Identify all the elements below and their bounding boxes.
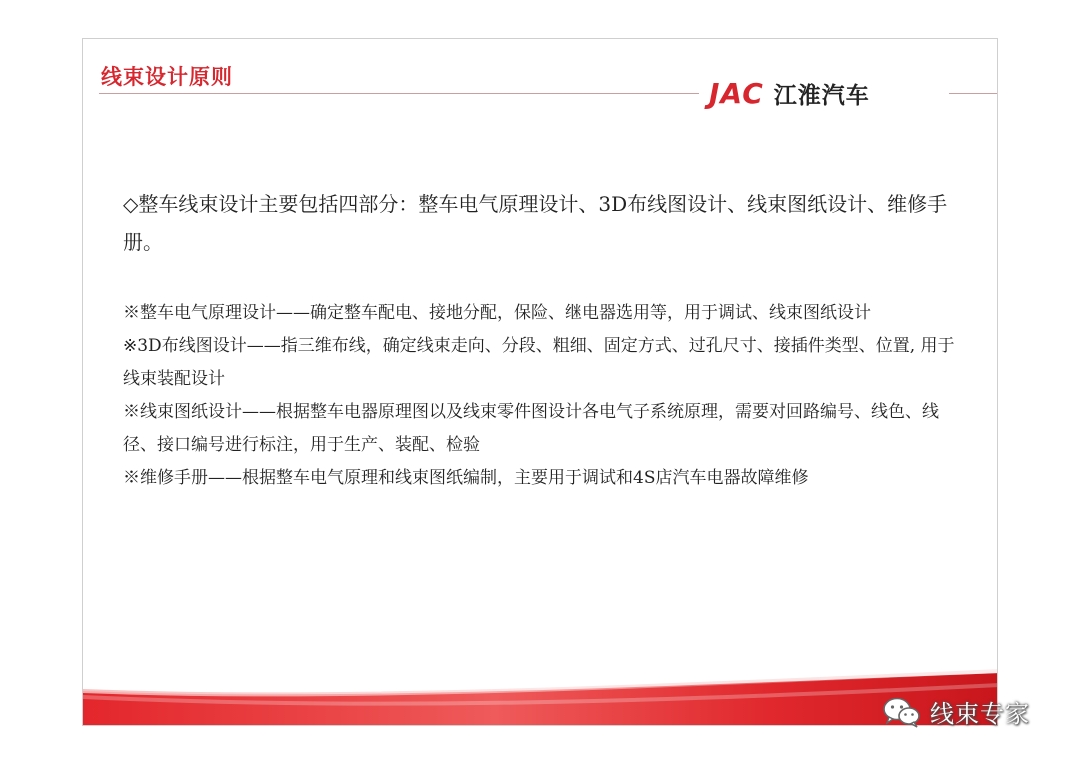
slide-title: 线束设计原则	[101, 65, 233, 89]
list-item: ※维修手册——根据整车电气原理和线束图纸编制，主要用于调试和4S店汽车电器故障维修	[123, 468, 809, 488]
watermark-text: 线束专家	[930, 700, 1030, 728]
logo-name: 江淮汽车	[773, 82, 870, 109]
slide	[82, 38, 998, 726]
list-item: ※3D布线图设计——指三维布线，确定线束走向、分段、粗细、固定方式、过孔尺寸、接插件类型、位置, 用于线束装配设计	[123, 336, 955, 389]
list-item: ※线束图纸设计——根据整车电器原理图以及线束零件图设计各电气子系统原理，需要对回路编号、线色、线径、接口编号进行标注，用于生产、装配、检验	[123, 402, 939, 455]
header-divider	[99, 93, 699, 94]
logo-mark: JAC	[709, 76, 764, 110]
header-divider-right	[949, 93, 998, 94]
list-item: ※整车电气原理设计——确定整车配电、接地分配，保险、继电器选用等，用于调试、线束图纸设计	[123, 303, 871, 323]
wechat-icon	[882, 696, 922, 728]
intro-paragraph: ◇整车线束设计主要包括四部分：整车电气原理设计、3D布线图设计、线束图纸设计、维修手册。	[123, 192, 948, 254]
bottom-red-band	[83, 639, 998, 726]
principle-list	[123, 297, 969, 495]
jac-logo	[703, 73, 876, 113]
wechat-watermark	[882, 694, 1030, 729]
